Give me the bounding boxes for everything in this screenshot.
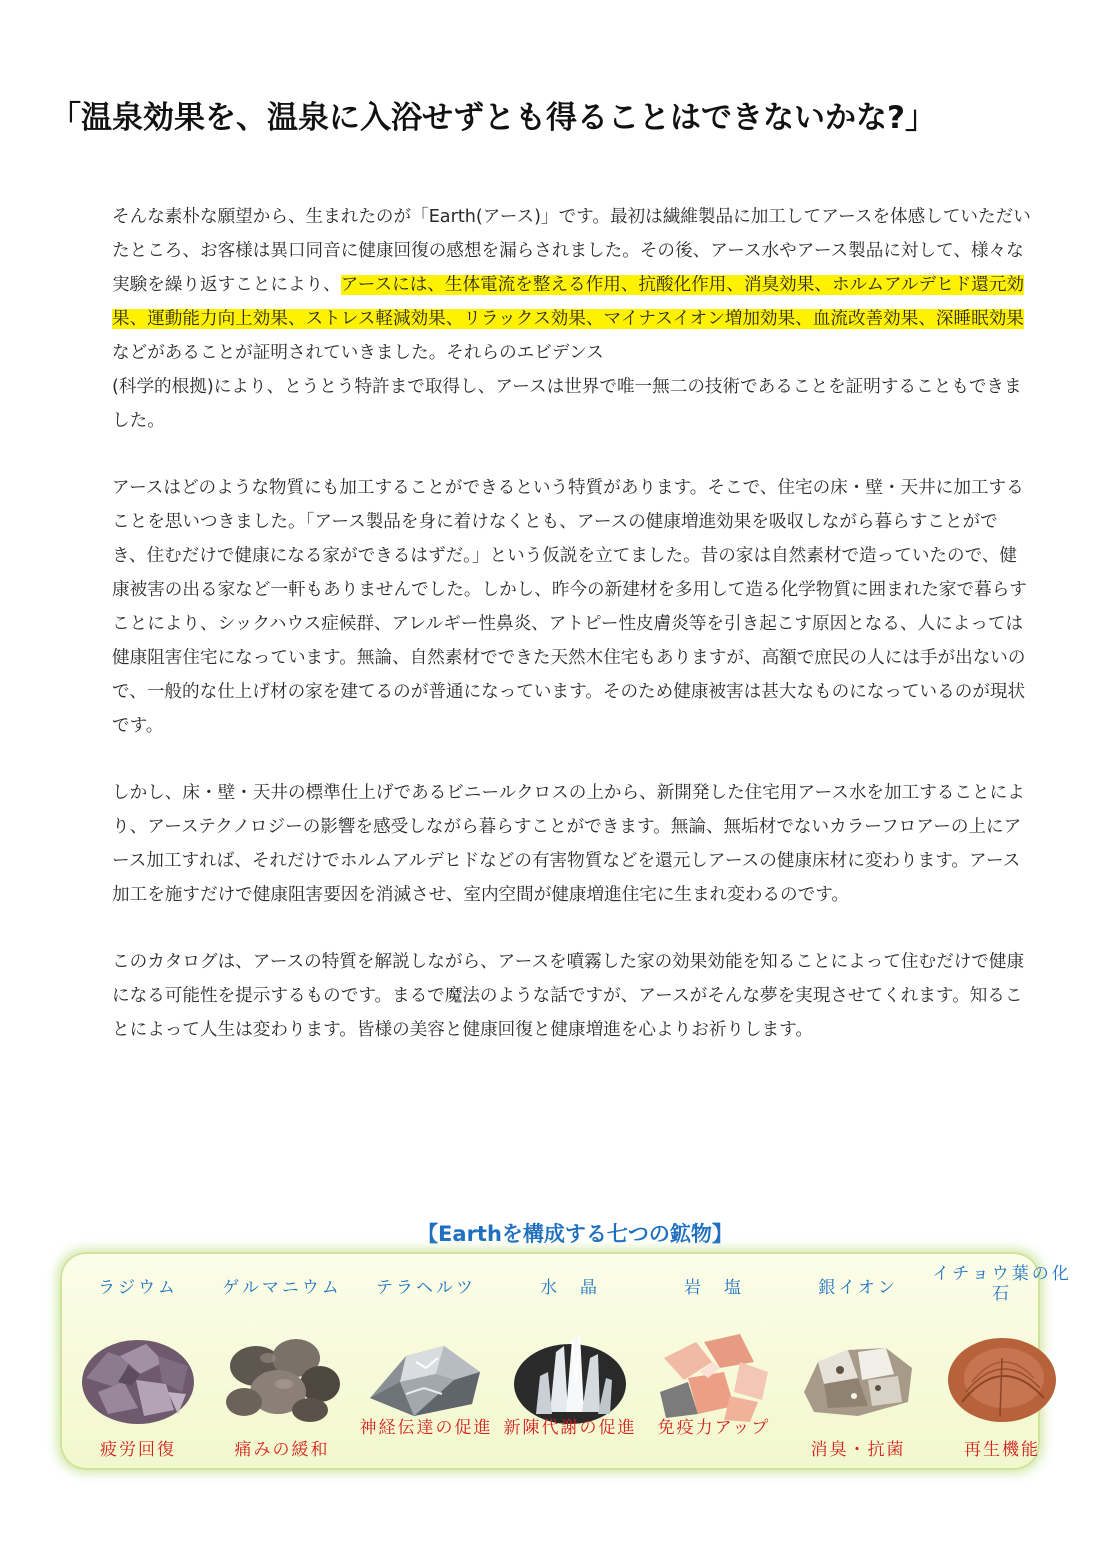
crystal-quartz-icon	[510, 1322, 630, 1426]
mineral-crystal	[500, 1252, 640, 1470]
page-title: 「温泉効果を、温泉に入浴せずとも得ることはできないかな?」	[50, 100, 936, 136]
intro-text	[112, 200, 1032, 1080]
mineral-name: テラヘルツ	[376, 1278, 476, 1298]
paragraph-1-text: そんな素朴な願望から、生まれたのが「Earth(アース)」です。最初は繊維製品に加工してアースを体感していただいたところ、お客様は異口同音に健康回復の感想を漏らされました。その後、アース水やアース製品に対して、様々な実験を繰り返すことにより、	[112, 207, 1031, 295]
mineral-name: 水 晶	[540, 1278, 600, 1298]
mineral-name: 銀イオン	[818, 1278, 898, 1298]
mineral-effect: 新陳代謝の促進	[503, 1418, 637, 1438]
mineral-effect: 神経伝達の促進	[359, 1418, 493, 1438]
rock-salt-icon	[654, 1322, 774, 1426]
paragraph-1-line2: (科学的根拠)により、とうとう特許まで取得し、アースは世界で唯一無二の技術であることを証明することもできました。	[112, 377, 1022, 431]
radium-stone-icon	[78, 1322, 198, 1426]
minerals-panel	[60, 1252, 1072, 1470]
paragraph-3: しかし、床・壁・天井の標準仕上げであるビニールクロスの上から、新開発した住宅用アース水を加工することにより、アーステクノロジーの影響を感受しながら暮らすことができます。無論、無垢材でないカラーフロアーの上にアース加工すれば、それだけでホルムアルデヒドなどの有害物質などを還元しアースの健康床材に変わります。アース加工を施すだけで健康阻害要因を消滅させ、室内空間が健康増進住宅に生まれ変わるのです。	[112, 783, 1025, 905]
silver-ore-icon	[798, 1322, 918, 1426]
mineral-ginkgo-fossil	[932, 1252, 1072, 1470]
paragraph-2: アースはどのような物質にも加工することができるという特質があります。そこで、住宅の床・壁・天井に加工することを思いつきました。「アース製品を身に着けなくとも、アースの健康増進効果を吸収しながら暮らすことができ、住むだけで健康になる家ができるはずだ。」という仮説を立てました。昔の家は自然素材で造っていたので、健康被害の出る家など一軒もありませんでした。しかし、昨今の新建材を多用して造る化学物質に囲まれた家で暮らすことにより、シックハウス症候群、アレルギー性鼻炎、アトピー性皮膚炎等を引き起こす原因となる、人によっては健康阻害住宅になっています。無論、自然素材でできた天然木住宅もありますが、高額で庶民の人には手が出ないので、一般的な仕上げ材の家を建てるのが普通になっています。そのため健康被害は甚大なものになっているのが現状です。	[112, 478, 1027, 736]
mineral-name: ラジウム	[98, 1278, 178, 1298]
germanium-pebbles-icon	[222, 1322, 342, 1426]
mineral-rock-salt	[644, 1252, 784, 1470]
mineral-effect: 免疫力アップ	[657, 1418, 771, 1438]
paragraph-4: このカタログは、アースの特質を解説しながら、アースを噴霧した家の効果効能を知ることによって住むだけで健康になる可能性を提示するものです。まるで魔法のような話ですが、アースがそんな夢を実現させてくれます。知ることによって人生は変わります。皆様の美容と健康回復と健康増進を心よりお祈りします。	[112, 952, 1025, 1040]
mineral-name: 岩 塩	[684, 1278, 744, 1298]
mineral-effect: 痛みの緩和	[234, 1440, 330, 1460]
mineral-silver	[788, 1252, 928, 1470]
paragraph-1-text-after: などがあることが証明されていきました。それらのエビデンス	[112, 343, 604, 363]
mineral-radium	[68, 1252, 208, 1470]
terahertz-ore-icon	[366, 1322, 486, 1426]
paragraph-1	[112, 200, 1032, 438]
highlighted-effects: アースには、生体電流を整える作用、抗酸化作用、消臭効果、ホルムアルデヒド還元効果、運動能力向上効果、ストレス軽減効果、リラックス効果、マイナスイオン増加効果、血流改善効果、深睡眠効果	[112, 275, 1025, 329]
mineral-effect: 消臭・抗菌	[810, 1440, 906, 1460]
mineral-effect: 疲労回復	[100, 1440, 176, 1460]
mineral-name: イチョウ葉の化石	[932, 1264, 1072, 1304]
mineral-effect: 再生機能	[964, 1440, 1040, 1460]
mineral-germanium	[212, 1252, 352, 1470]
minerals-title: 【Earthを構成する七つの鉱物】	[417, 1222, 733, 1246]
mineral-terahertz	[356, 1252, 496, 1470]
mineral-name: ゲルマニウム	[222, 1278, 342, 1298]
ginkgo-fossil-icon	[942, 1322, 1062, 1426]
